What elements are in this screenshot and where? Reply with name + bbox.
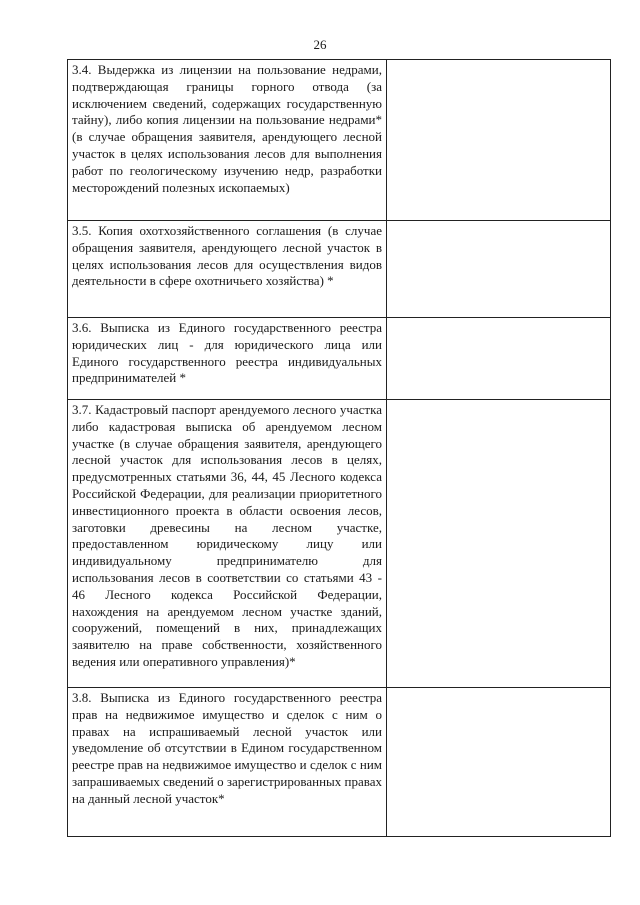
row-description: Выписка из Единого государственного реестра юридических лиц - для юридического лица или Единого государственного реестра индивидуальных предпринимателей * [72, 320, 382, 386]
row-value-cell [387, 318, 611, 400]
table-row-3-4 [68, 60, 611, 221]
row-description-cell [68, 221, 387, 318]
row-text [72, 320, 382, 387]
row-description-cell [68, 688, 387, 837]
row-text [72, 223, 382, 290]
row-text [72, 402, 382, 671]
row-number: 3.6. [72, 320, 92, 335]
row-value-cell [387, 688, 611, 837]
table-row-3-5 [68, 221, 611, 318]
table-row-3-8 [68, 688, 611, 837]
row-text [72, 62, 382, 196]
table-row-3-6 [68, 318, 611, 400]
row-value-cell [387, 60, 611, 221]
row-text [72, 690, 382, 808]
row-number: 3.7. [72, 402, 92, 417]
row-description-cell [68, 60, 387, 221]
row-value-cell [387, 400, 611, 688]
documents-table [67, 59, 611, 837]
row-number: 3.8. [72, 690, 92, 705]
row-description-cell [68, 400, 387, 688]
row-number: 3.4. [72, 62, 92, 77]
row-description-cell [68, 318, 387, 400]
row-description: Выдержка из лицензии на пользование недрами, подтверждающая границы горного отвода (за исключением сведений, содержащих государственную тайну), либо копия лицензии на пользование недрами* (в случае обращения заявителя, арендующего лесной участок в целях использования лесов для выполнения работ по геологическому изучению недр, разработки месторождений полезных ископаемых) [72, 62, 382, 195]
page-number: 26 [313, 37, 327, 52]
row-value-cell [387, 221, 611, 318]
row-number: 3.5. [72, 223, 92, 238]
row-description: Кадастровый паспорт арендуемого лесного участка либо кадастровая выписка об арендуемом лесном участке (в случае обращения заявителя, арендующего лесной участок для использования лесов в целях, предусмотренных статьями 36, 44, 45 Лесного кодекса Российской Федерации, для реализации приоритетного инвестиционного проекта в области освоения лесов, заготовки древесины на лесном участке, предоставленном юридическому лицу или индивидуальному предпринимателю для использования лесов в соответствии со статьями 43 - 46 Лесного кодекса Российской Федерации, нахождения на арендуемом лесном участке зданий, сооружений, помещений в них, принадлежащих заявителю на праве собственности, хозяйственного ведения или оперативного управления)* [72, 402, 383, 669]
row-description: Выписка из Единого государственного реестра прав на недвижимое имущество и сделок с ним о правах на испрашиваемый лесной участок или уведомление об отсутствии в Едином государственном реестре прав на недвижимое имущество и сделок с ним запрашиваемых сведений о зарегистрированных правах на данный лесной участок* [72, 690, 382, 806]
table-row-3-7 [68, 400, 611, 688]
row-description: Копия охотхозяйственного соглашения (в случае обращения заявителя, арендующего лесной участок в целях использования лесов для осуществления видов деятельности в сфере охотничьего хозяйства) * [72, 223, 383, 289]
